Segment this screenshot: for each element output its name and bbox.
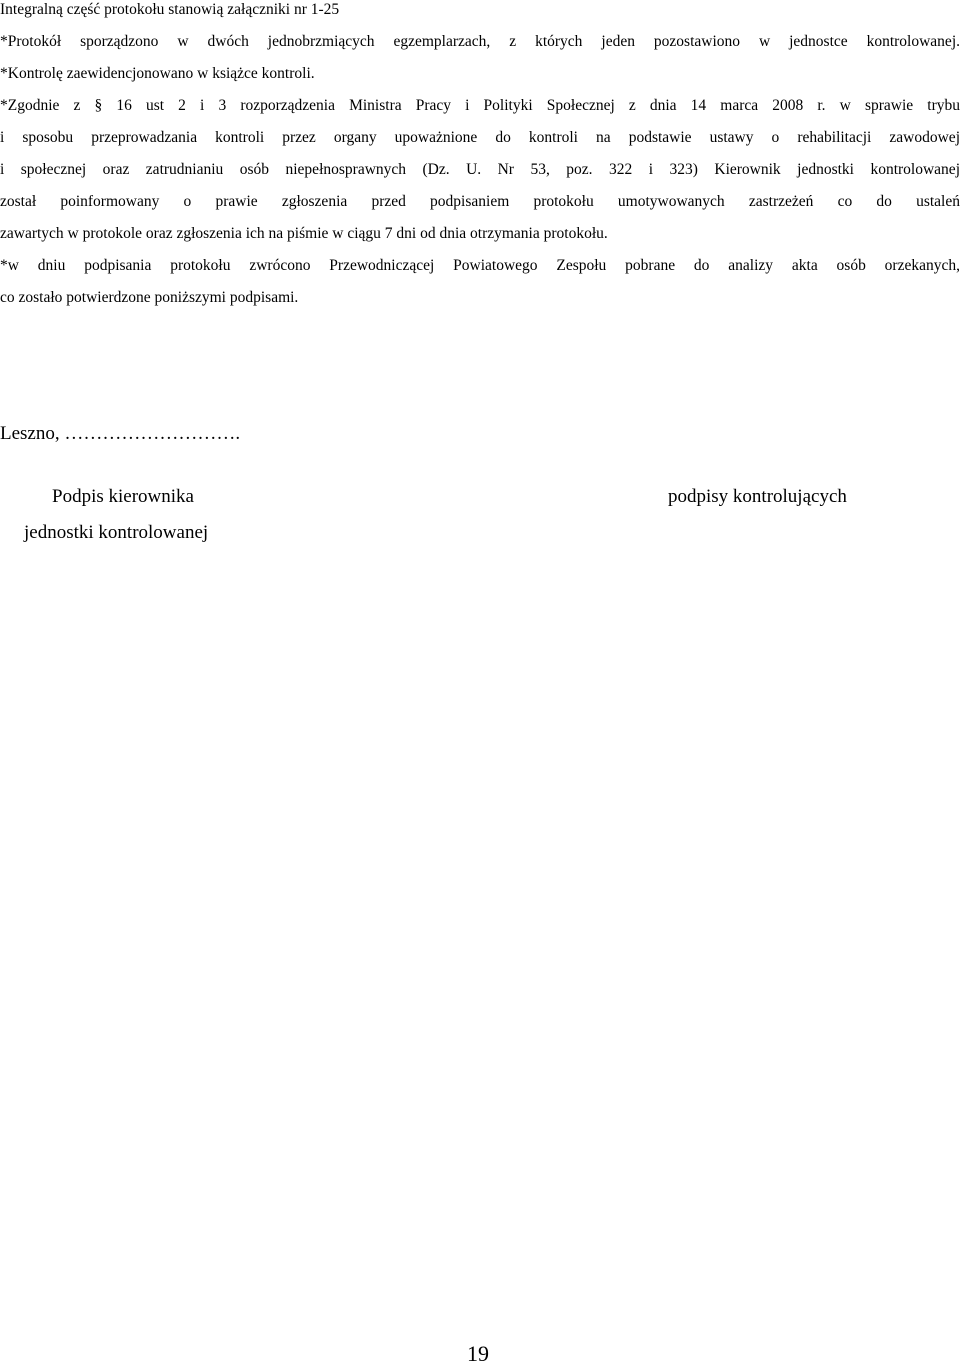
files-returned-line-2: co zostało potwierdzone poniższymi podpisami. <box>0 289 299 306</box>
protocol-copies-line: *Protokół sporządzono w dwóch jednobrzmiących egzemplarzach, z których jeden pozostawiono w jednostce kontrolowanej. <box>0 33 960 50</box>
regulation-line-3: i społecznej oraz zatrudnianiu osób niepełnosprawnych (Dz. U. Nr 53, poz. 322 i 323) Kierownik jednostki kontrolowanej <box>0 161 960 178</box>
signature-left-line1: Podpis kierownika <box>52 486 194 507</box>
regulation-line-4: został poinformowany o prawie zgłoszenia przed podpisaniem protokołu umotywowanych zastrzeżeń co do ustaleń <box>0 193 960 210</box>
control-book-line: *Kontrolę zaewidencjonowano w książce kontroli. <box>0 65 315 82</box>
regulation-line-5: zawartych w protokole oraz zgłoszenia ich na piśmie w ciągu 7 dni od dnia otrzymania protokołu. <box>0 225 608 242</box>
files-returned-line-1: *w dniu podpisania protokołu zwrócono Przewodniczącej Powiatowego Zespołu pobrane do analizy akta osób orzekanych, <box>0 257 960 274</box>
signature-left-line2: jednostki kontrolowanej <box>24 522 209 543</box>
place-date: Leszno, ………………………. <box>0 423 241 444</box>
attachments-line: Integralną część protokołu stanowią załączniki nr 1-25 <box>0 1 340 18</box>
signature-right: podpisy kontrolujących <box>668 486 847 507</box>
regulation-line-2: i sposobu przeprowadzania kontroli przez organy upoważnione do kontroli na podstawie ustawy o rehabilitacji zawodowej <box>0 129 960 146</box>
regulation-line-1: *Zgodnie z § 16 ust 2 i 3 rozporządzenia Ministra Pracy i Polityki Społecznej z dnia 14 marca 2008 r. w sprawie trybu <box>0 97 960 114</box>
page-number: 19 <box>467 1341 489 1366</box>
